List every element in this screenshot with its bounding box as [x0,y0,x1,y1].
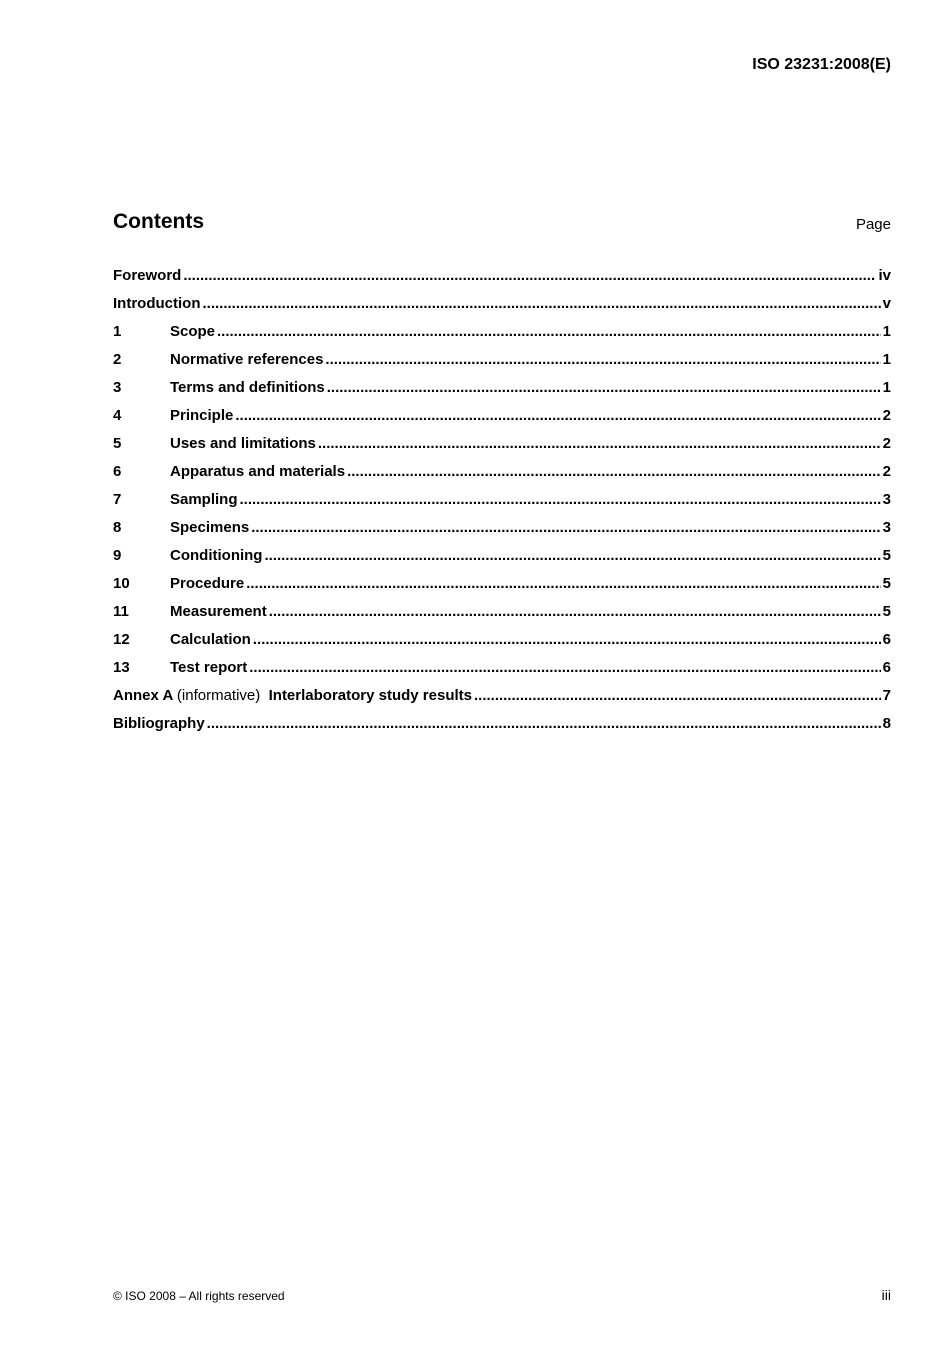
dot-leader [246,575,880,592]
toc-entry-number: 8 [113,519,122,536]
toc-entry-uses-and-limitations[interactable] [113,435,891,463]
dot-leader [217,323,881,340]
toc-entry-annex-a[interactable] [113,687,891,715]
toc-entry-page: 5 [882,575,891,592]
dot-leader [264,547,880,564]
dot-leader [249,659,880,676]
toc-entry-measurement[interactable] [113,603,891,631]
dot-leader [235,407,880,424]
annex-label: Annex A [113,687,173,704]
dot-leader [269,603,881,620]
toc-entry-terms-and-definitions[interactable] [113,379,891,407]
toc-entry-title: Test report [170,659,248,676]
toc-entry-page: 6 [882,631,891,648]
page-column-label: Page [855,216,891,233]
toc-entry-number: 3 [113,379,122,396]
document-id: ISO 23231:2008(E) [752,56,891,73]
toc-entry-specimens[interactable] [113,519,891,547]
toc-entry-sampling[interactable] [113,491,891,519]
toc-entry-page: 7 [882,687,891,704]
page-number: iii [881,1287,891,1303]
toc-entry-page: 8 [882,715,891,732]
toc-entry-page: 1 [882,379,891,396]
dot-leader [347,463,881,480]
toc-entry-title: Conditioning [170,547,263,564]
toc-entry-page: 2 [882,435,891,452]
toc-entry-number: 11 [113,603,129,620]
toc-entry-number: 2 [113,351,122,368]
copyright-notice: © ISO 2008 – All rights reserved [113,1289,285,1303]
toc-entry-title [113,687,472,704]
toc-entry-bibliography[interactable] [113,715,891,743]
toc-entry-page: iv [878,267,891,284]
toc-entry-normative-references[interactable] [113,351,891,379]
dot-leader [240,491,881,508]
dot-leader [253,631,881,648]
toc-entry-page: 3 [882,519,891,536]
toc-entry-page: 1 [882,351,891,368]
toc-entry-title: Normative references [170,351,324,368]
toc-entry-conditioning[interactable] [113,547,891,575]
toc-entry-number: 6 [113,463,122,480]
toc-entry-number: 12 [113,631,130,648]
toc-entry-number: 9 [113,547,122,564]
toc-entry-number: 10 [113,575,130,592]
toc-entry-title: Terms and definitions [170,379,325,396]
toc-entry-test-report[interactable] [113,659,891,687]
contents-heading: Contents [113,210,204,233]
toc-entry-title: Introduction [113,295,201,312]
toc-entry-title: Uses and limitations [170,435,316,452]
toc-entry-page: 1 [882,323,891,340]
toc-entry-number: 4 [113,407,122,424]
toc-entry-page: 5 [882,547,891,564]
dot-leader [325,351,880,368]
toc-entry-title: Measurement [170,603,267,620]
toc-entry-page: 5 [882,603,891,620]
toc-entry-number: 13 [113,659,130,676]
toc-entry-title: Sampling [170,491,238,508]
table-of-contents [113,267,891,743]
annex-title: Interlaboratory study results [268,687,472,704]
toc-entry-number: 1 [113,323,122,340]
toc-entry-title: Foreword [113,267,182,284]
dot-leader [202,295,880,312]
toc-entry-foreword[interactable] [113,267,891,295]
toc-entry-page: 2 [882,463,891,480]
toc-entry-title: Scope [170,323,216,340]
toc-entry-title: Procedure [170,575,245,592]
dot-leader [207,715,881,732]
dot-leader [474,687,881,704]
toc-entry-number: 5 [113,435,122,452]
toc-entry-procedure[interactable] [113,575,891,603]
toc-entry-calculation[interactable] [113,631,891,659]
toc-entry-introduction[interactable] [113,295,891,323]
toc-entry-title: Specimens [170,519,250,536]
dot-leader [251,519,880,536]
toc-entry-apparatus-and-materials[interactable] [113,463,891,491]
toc-entry-number: 7 [113,491,122,508]
toc-entry-page: 3 [882,491,891,508]
dot-leader [318,435,881,452]
toc-entry-page: 2 [882,407,891,424]
toc-entry-page: v [882,295,891,312]
dot-leader [327,379,881,396]
dot-leader [183,267,876,284]
toc-entry-page: 6 [882,659,891,676]
toc-entry-title: Calculation [170,631,251,648]
toc-entry-principle[interactable] [113,407,891,435]
toc-entry-title: Bibliography [113,715,205,732]
toc-entry-title: Principle [170,407,234,424]
annex-type-note: (informative) [176,687,261,704]
toc-entry-title: Apparatus and materials [170,463,346,480]
toc-entry-scope[interactable] [113,323,891,351]
